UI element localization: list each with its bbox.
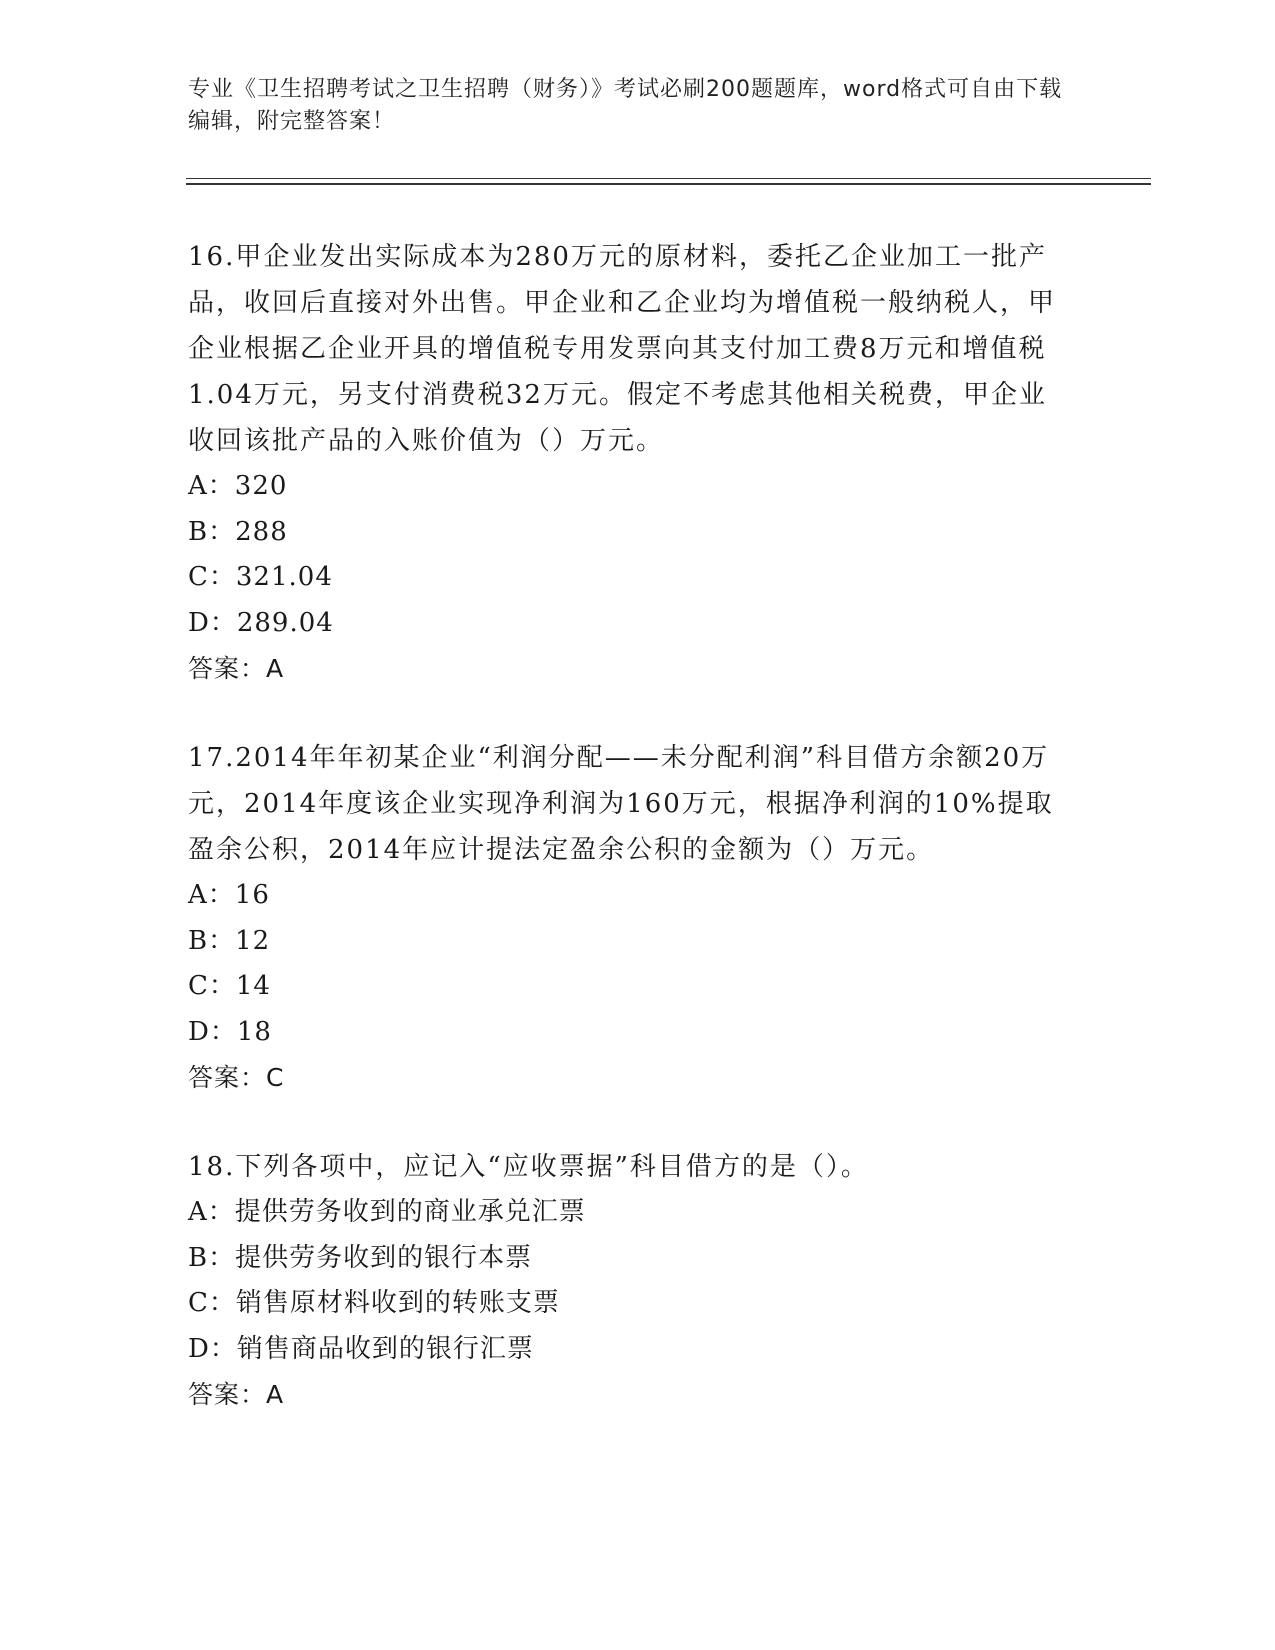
option-c: C：14 [188,971,271,1001]
question-stem: 18.下列各项中，应记入“应收票据”科目借方的是（）。 [188,1152,869,1182]
option-b: B：12 [188,925,271,956]
answer-line: 答案：C [188,1063,285,1092]
document-header: 专业《卫生招聘考试之卫生招聘（财务）》考试必刷200题题库，word格式可自由下载编辑，附完整答案！ [188,77,1063,134]
question-16 [188,234,1068,691]
option-b: B：提供劳务收到的银行本票 [188,1242,533,1273]
question-list [188,234,1068,1461]
question-17 [188,735,1068,1100]
option-c: C：销售原材料收到的转账支票 [188,1288,560,1318]
header-divider-thin [186,178,1151,179]
option-d: D：销售商品收到的银行汇票 [188,1333,534,1364]
header-divider-thick [186,183,1151,185]
option-a: A：16 [188,880,270,910]
option-d: D：289.04 [188,607,334,638]
answer-line: 答案：A [188,1380,285,1409]
answer-line: 答案：A [188,654,285,683]
option-a: A：320 [188,471,288,501]
option-d: D：18 [188,1016,272,1047]
option-c: C：321.04 [188,562,333,592]
option-b: B：288 [188,516,288,547]
option-a: A：提供劳务收到的商业承兑汇票 [188,1197,586,1227]
question-stem: 16.甲企业发出实际成本为280万元的原材料，委托乙企业加工一批产品，收回后直接对外出售。甲企业和乙企业均为增值税一般纳税人，甲企业根据乙企业开具的增值税专用发票向其支付加工费8万元和增值税1.04万元，另支付消费税32万元。假定不考虑其他相关税费，甲企业收回该批产品的入账价值为（）万元。 [188,242,1057,456]
question-18 [188,1144,1068,1417]
question-stem: 17.2014年年初某企业“利润分配——未分配利润”科目借方余额20万元，2014年度该企业实现净利润为160万元，根据净利润的10%提取盈余公积，2014年应计提法定盈余公积的金额为（）万元。 [188,743,1054,865]
